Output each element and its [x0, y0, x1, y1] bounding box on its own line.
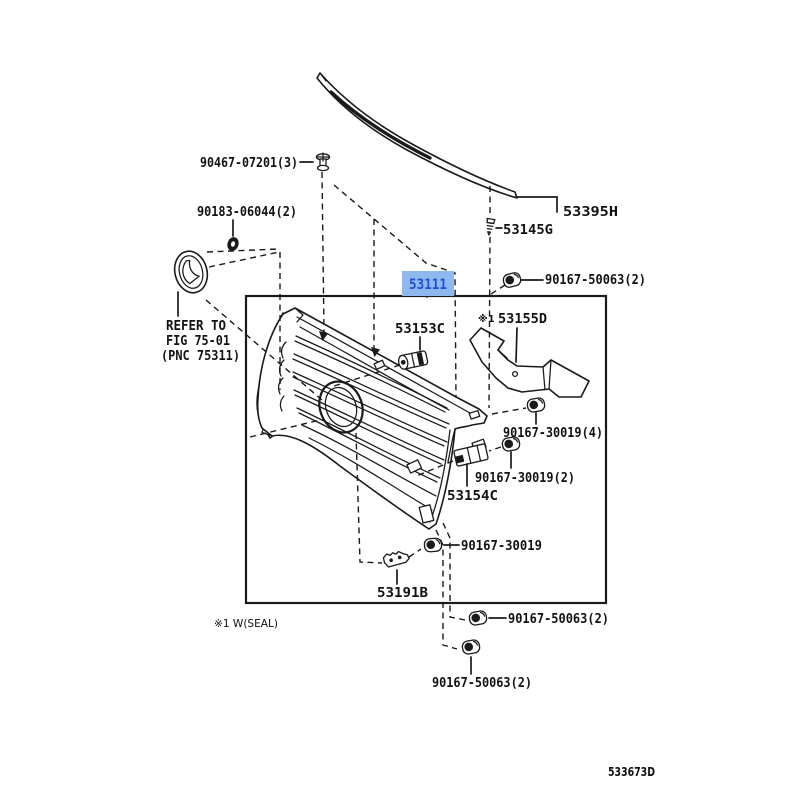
figure-code: 533673D [608, 765, 656, 779]
push-clip-icon [317, 153, 330, 171]
screw-grommet-icon [527, 397, 546, 413]
callout-90167-50063-right[interactable]: 90167-50063(2) [508, 611, 609, 627]
part-53191b-drawing [383, 550, 410, 568]
screw-clip-icon [485, 219, 495, 236]
refer-note-line3: (PNC 75311) [161, 348, 240, 364]
callout-90183-06044[interactable]: 90183-06044(2) [197, 204, 297, 220]
screw-grommet-icon [424, 538, 442, 552]
callout-90167-50063-bottom[interactable]: 90167-50063(2) [432, 675, 532, 691]
callout-53153C[interactable]: 53153C [395, 321, 445, 337]
hood-moulding-drawing [317, 73, 517, 198]
callout-90167-50063-upper[interactable]: 90167-50063(2) [545, 272, 646, 288]
refer-note-line2: FIG 75-01 [166, 333, 230, 349]
screw-grommet-icon [502, 272, 522, 289]
callout-53395H[interactable]: 53395H [563, 204, 618, 220]
callout-53191B[interactable]: 53191B [377, 585, 428, 601]
selected-part-callout[interactable] [402, 271, 454, 296]
callout-90167-30019[interactable]: 90167-30019 [461, 538, 542, 554]
note-ref-marker: ※1 [478, 314, 495, 325]
refer-note-line1: REFER TO [166, 318, 226, 334]
callout-53145G[interactable]: 53145G [503, 222, 553, 238]
callout-53155D[interactable]: 53155D [498, 311, 547, 327]
callout-90167-30019-4[interactable]: 90167-30019(4) [503, 425, 603, 441]
callout-53154C[interactable]: 53154C [447, 488, 498, 504]
callout-90467-07201[interactable]: 90467-07201(3) [200, 155, 298, 171]
bracket-53155d-drawing [470, 328, 589, 397]
emblem-grommet-icon [226, 236, 241, 253]
lexus-emblem-drawing [170, 248, 211, 316]
screw-grommet-icon [469, 610, 488, 626]
callout-90167-30019-2[interactable]: 90167-30019(2) [475, 470, 575, 486]
part-53154c-drawing [454, 444, 489, 467]
screw-grommet-icon [462, 639, 481, 655]
callout-53111[interactable]: 53111 [409, 277, 447, 293]
seal-footnote: ※1 W(SEAL) [214, 617, 278, 630]
part-53153c-drawing [397, 350, 428, 370]
